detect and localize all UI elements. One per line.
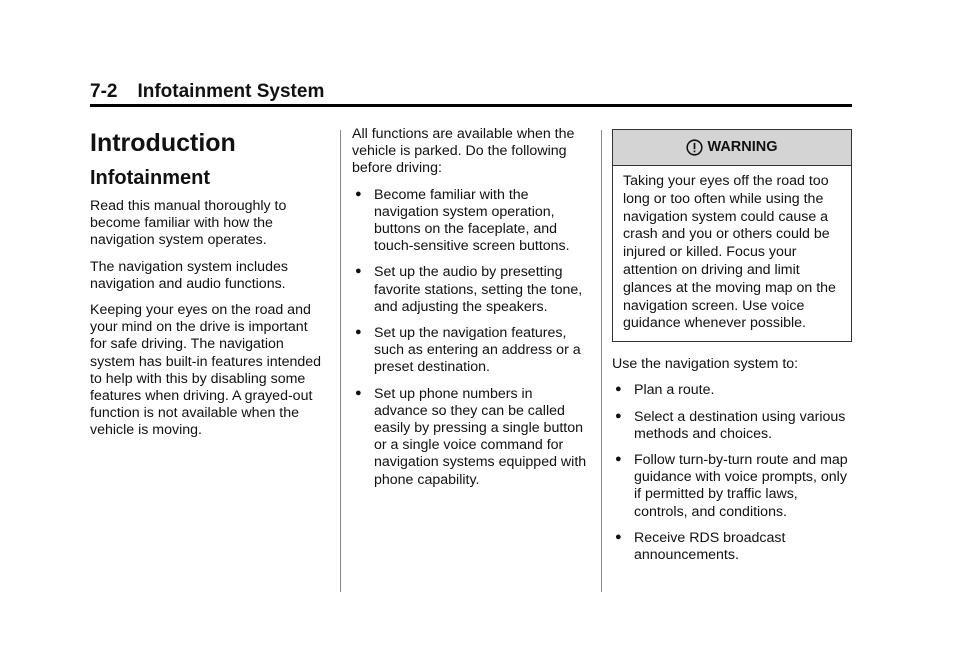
bullet-icon: ●: [355, 187, 362, 200]
bullet-icon: ●: [615, 530, 622, 543]
warning-title: WARNING: [707, 138, 778, 155]
warning-box: [612, 129, 852, 342]
list-item-text: Plan a route.: [634, 382, 715, 399]
list-item: [352, 386, 590, 489]
bullet-list: [612, 382, 852, 564]
page-number: 7-2: [90, 81, 118, 102]
list-item: [352, 187, 590, 256]
list-item-text: Select a destination using various methods and choices.: [634, 408, 846, 442]
list-item-text: Set up the audio by presetting favorite stations, setting the tone, and adjusting the speakers.: [374, 264, 583, 315]
warning-icon: [686, 139, 703, 156]
page-header: [90, 81, 852, 107]
list-item-text: Become familiar with the navigation system operation, buttons on the faceplate, and touch-sensitive screen buttons.: [374, 186, 570, 255]
list-item: [612, 452, 852, 521]
bullet-icon: ●: [615, 383, 622, 396]
bullet-icon: ●: [615, 452, 622, 465]
list-item: [612, 530, 852, 564]
paragraph: All functions are available when the vehicle is parked. Do the following before driving:: [352, 126, 575, 177]
list-item-text: Set up phone numbers in advance so they can be called easily by pressing a single button or a single voice command for navigation systems equipped with phone capability.: [374, 385, 587, 488]
list-item-text: Set up the navigation features, such as entering an address or a preset destination.: [374, 325, 581, 376]
column-left: [90, 126, 328, 449]
paragraph: Keeping your eyes on the road and your mind on the drive is important for safe driving. The navigation system has built-in features intended to help with this by disabling some features when driving. A grayed-out function is not available when the vehicle is moving.: [90, 302, 322, 439]
column-divider-left: [340, 130, 341, 592]
paragraph: The navigation system includes navigation and audio functions.: [90, 258, 288, 292]
bullet-list: [352, 187, 590, 489]
bullet-icon: ●: [355, 386, 362, 399]
list-item-text: Receive RDS broadcast announcements.: [634, 529, 786, 563]
paragraph: Use the navigation system to:: [612, 356, 799, 373]
bullet-icon: ●: [355, 265, 362, 278]
bullet-icon: ●: [355, 326, 362, 339]
bullet-icon: ●: [615, 409, 622, 422]
column-right: [612, 126, 852, 573]
section-title: Infotainment System: [137, 81, 325, 102]
paragraph: Read this manual thoroughly to become familiar with how the navigation system operates.: [90, 198, 287, 249]
header-rule: [90, 104, 852, 107]
list-item: [352, 264, 590, 316]
column-middle: [352, 126, 590, 498]
section-heading: Introduction: [90, 129, 236, 157]
warning-header: [613, 130, 851, 166]
list-item: [612, 382, 852, 399]
warning-text: Taking your eyes off the road too long or too often while using the navigation system could cause a crash and you or others could be injured or killed. Focus your attention on driving and limit glances at the moving map on the navigation screen. Use voice guidance whenever possible.: [623, 173, 836, 332]
list-item: [612, 409, 852, 443]
subsection-heading: Infotainment: [90, 167, 210, 189]
header-text: [90, 81, 852, 103]
list-item: [352, 325, 590, 377]
list-item-text: Follow turn-by-turn route and map guidance with voice prompts, only if permitted by traffic laws, controls, and conditions.: [634, 451, 848, 520]
column-divider-right: [601, 130, 602, 592]
